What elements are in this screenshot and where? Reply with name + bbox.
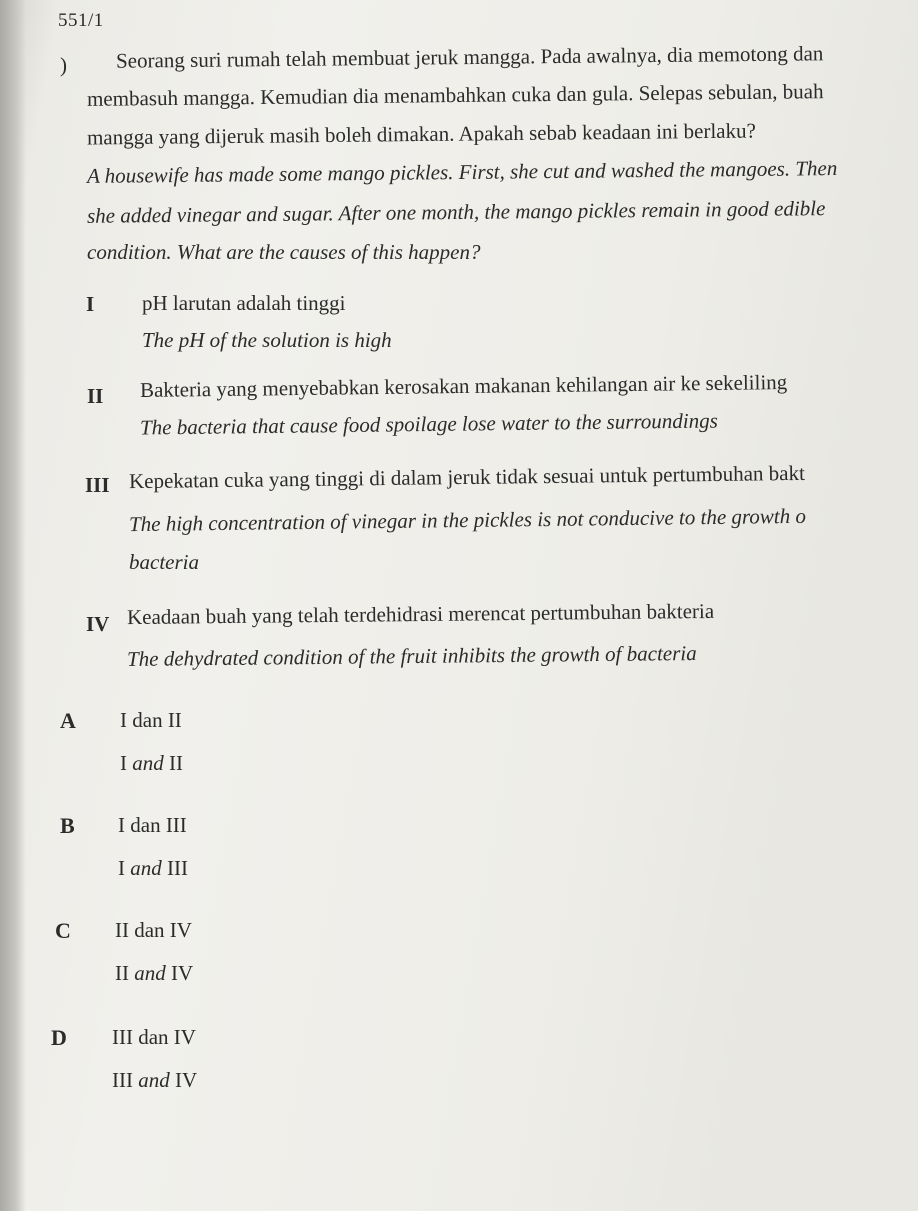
stem-malay-line: mangga yang dijeruk masih boleh dimakan. Apakah sebab keadaan ini berlaku? [86,118,756,150]
stem-malay-line: membasuh mangga. Kemudian dia menambahkan cuka dan gula. Selepas sebulan, buah [86,79,824,111]
option-c-english[interactable] [115,961,193,986]
stem-english-line: A housewife has made some mango pickles. First, she cut and washed the mangoes. Then [86,156,838,188]
statement-english: The bacteria that cause food spoilage lose water to the surroundings [139,408,718,440]
stem-english-line: she added vinegar and sugar. After one month, the mango pickles remain in good edible [86,196,826,228]
option-letter-c[interactable]: C [55,918,71,943]
statement-malay: pH larutan adalah tinggi [142,291,346,315]
option-d-malay[interactable]: III dan IV [112,1025,196,1049]
option-letter-b[interactable]: B [60,813,75,838]
option-b-malay[interactable]: I dan III [118,813,187,837]
option-b-english[interactable] [118,856,188,881]
statement-english: bacteria [129,550,199,574]
option-a-english-first: I [120,751,127,775]
option-c-malay[interactable]: II dan IV [115,918,192,942]
option-b-english-and: and [130,856,162,880]
statement-english: The pH of the solution is high [142,328,392,352]
option-d-english-first: III [112,1068,133,1092]
paper-edge-shadow [0,0,26,1211]
option-c-english-second: IV [171,961,194,985]
option-a-english[interactable] [120,751,183,776]
statement-numeral: IV [86,612,110,636]
option-a-malay[interactable]: I dan II [120,708,182,732]
option-c-english-and: and [134,961,166,985]
statement-english: The high concentration of vinegar in the pickles is not conducive to the growth o [128,503,807,537]
statement-english: The dehydrated condition of the fruit inhibits the growth of bacteria [126,641,697,671]
option-b-english-second: III [167,856,188,880]
option-d-english[interactable] [112,1068,197,1093]
statement-numeral: I [86,292,95,316]
statement-malay: Bakteria yang menyebabkan kerosakan makanan kehilangan air ke sekeliling [139,370,788,402]
option-c-english-first: II [115,961,129,985]
stem-malay-line: Seorang suri rumah telah membuat jeruk mangga. Pada awalnya, dia memotong dan [115,41,824,73]
option-letter-a[interactable]: A [60,708,76,733]
option-d-english-and: and [138,1068,170,1092]
page-code: 551/1 [58,10,104,31]
option-b-english-first: I [118,856,125,880]
option-d-english-second: IV [174,1068,198,1092]
statement-numeral: II [87,384,104,408]
option-a-english-and: and [132,751,164,775]
stem-english-line: condition. What are the causes of this happen? [87,240,481,264]
statement-numeral: III [85,473,110,497]
question-marker: ) [60,53,67,77]
option-a-english-second: II [169,751,183,775]
option-letter-d[interactable]: D [51,1025,67,1050]
statement-malay: Keadaan buah yang telah terdehidrasi merencat pertumbuhan bakteria [126,598,715,630]
statement-malay: Kepekatan cuka yang tinggi di dalam jeruk tidak sesuai untuk pertumbuhan bakt [128,460,806,494]
